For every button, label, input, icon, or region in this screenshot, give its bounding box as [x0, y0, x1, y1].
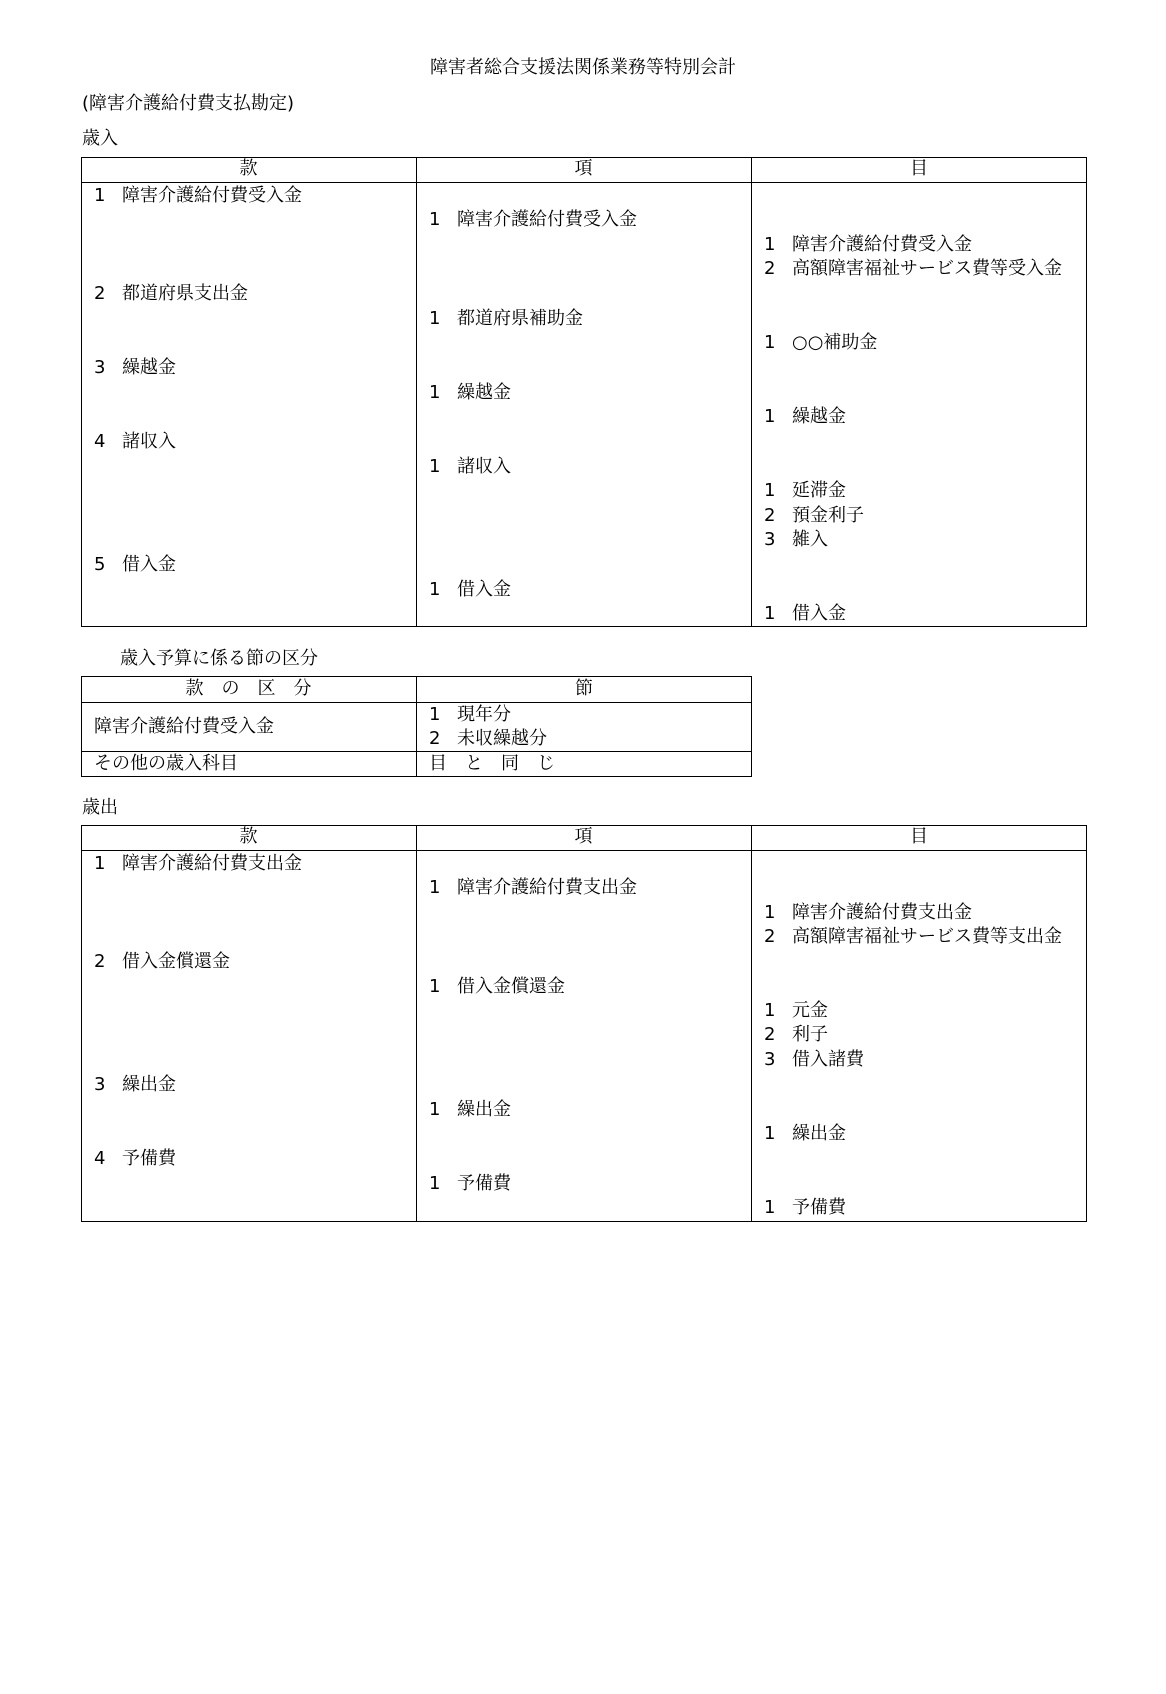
row-number: 1 [764, 603, 776, 624]
revenue-row [94, 187, 302, 205]
row-number: 1 [429, 1173, 441, 1194]
revenue-row [429, 211, 637, 229]
row-text: 予備費 [792, 1197, 846, 1218]
row-text: 高額障害福祉サービス費等支出金 [792, 926, 1062, 947]
row-number: 1 [764, 1000, 776, 1021]
expenditure-row [764, 1125, 846, 1143]
row-text: 繰出金 [122, 1074, 176, 1095]
expenditure-row [764, 904, 972, 922]
row-text: 諸収入 [457, 456, 511, 477]
row-number: 1 [429, 456, 441, 477]
row-number: 1 [764, 1123, 776, 1144]
row-number: 3 [764, 529, 776, 550]
row-number: 5 [94, 554, 106, 575]
revenue-label: 歳入 [82, 128, 118, 149]
row-number: 1 [429, 877, 441, 898]
revenue-row [429, 384, 511, 402]
row-number: 1 [764, 234, 776, 255]
row-text: 繰越金 [457, 382, 511, 403]
row-number: 1 [764, 1197, 776, 1218]
row-number: 1 [429, 704, 441, 725]
revenue-column-divider [416, 157, 417, 627]
expenditure-label: 歳出 [82, 797, 118, 818]
expenditure-row [94, 953, 230, 971]
row-number: 3 [94, 357, 106, 378]
revenue-row [764, 482, 846, 500]
row-text: 繰越金 [792, 406, 846, 427]
row-text: 障害介護給付費受入金 [792, 234, 972, 255]
row-text: 借入金 [457, 579, 511, 600]
row-number: 4 [94, 431, 106, 452]
section-row1-category: 障害介護給付費受入金 [94, 716, 274, 737]
expenditure-row [429, 978, 565, 996]
row-number: 2 [764, 1024, 776, 1045]
document-subtitle: (障害介護給付費支払勘定) [82, 93, 295, 114]
row-text: 高額障害福祉サービス費等受入金 [792, 258, 1062, 279]
expenditure-header-kou: 項 [574, 826, 593, 847]
row-text: 予備費 [122, 1148, 176, 1169]
expenditure-row [429, 1175, 511, 1193]
row-number: 1 [764, 332, 776, 353]
revenue-row [764, 260, 1062, 278]
section-row1-item [429, 706, 511, 724]
revenue-row [94, 285, 248, 303]
expenditure-row [94, 1076, 176, 1094]
expenditure-row [764, 1026, 828, 1044]
row-text: 障害介護給付費受入金 [457, 209, 637, 230]
row-text: ○○補助金 [792, 332, 878, 353]
row-text: 利子 [792, 1024, 828, 1045]
row-text: 借入金 [792, 603, 846, 624]
row-number: 1 [764, 480, 776, 501]
row-text: 繰越金 [122, 357, 176, 378]
revenue-row [94, 556, 176, 574]
row-text: 元金 [792, 1000, 828, 1021]
revenue-row [429, 458, 511, 476]
row-text: 借入諸費 [792, 1049, 864, 1070]
expenditure-column-divider [416, 825, 417, 1222]
document-title: 障害者総合支援法関係業務等特別会計 [430, 57, 736, 78]
row-text: 借入金 [122, 554, 176, 575]
row-number: 1 [429, 976, 441, 997]
row-number: 1 [429, 209, 441, 230]
expenditure-row [94, 1150, 176, 1168]
row-number: 1 [429, 579, 441, 600]
section-header-category: 款 の 区 分 [185, 678, 312, 699]
revenue-row [94, 359, 176, 377]
revenue-column-divider [751, 157, 752, 627]
section-row1-item [429, 730, 547, 748]
expenditure-row [764, 1051, 864, 1069]
row-text: 借入金償還金 [122, 951, 230, 972]
row-number: 2 [429, 728, 441, 749]
row-number: 1 [94, 853, 106, 874]
row-text: 都道府県補助金 [457, 308, 583, 329]
row-text: 都道府県支出金 [122, 283, 248, 304]
row-number: 2 [764, 505, 776, 526]
row-text: 諸収入 [122, 431, 176, 452]
expenditure-header-kan: 款 [239, 826, 258, 847]
revenue-row [764, 507, 864, 525]
revenue-row [429, 310, 583, 328]
expenditure-row [94, 855, 302, 873]
row-number: 3 [94, 1074, 106, 1095]
expenditure-row [429, 1101, 511, 1119]
section-header-setsu: 節 [575, 678, 593, 699]
revenue-row [429, 581, 511, 599]
expenditure-header-moku: 目 [910, 826, 928, 847]
revenue-header-kan: 款 [239, 158, 258, 179]
revenue-row [764, 408, 846, 426]
row-text: 預金利子 [792, 505, 864, 526]
revenue-header-kou: 項 [574, 158, 593, 179]
row-text: 障害介護給付費受入金 [122, 185, 302, 206]
revenue-row [94, 433, 176, 451]
row-number: 1 [429, 382, 441, 403]
expenditure-row [429, 879, 637, 897]
row-text: 現年分 [457, 704, 511, 725]
row-number: 1 [94, 185, 106, 206]
row-number: 1 [764, 902, 776, 923]
row-number: 4 [94, 1148, 106, 1169]
row-number: 2 [764, 926, 776, 947]
row-text: 障害介護給付費支出金 [792, 902, 972, 923]
row-text: 予備費 [457, 1173, 511, 1194]
row-number: 2 [764, 258, 776, 279]
section-row2-category: その他の歳入科目 [94, 753, 238, 774]
section-table-label: 歳入予算に係る節の区分 [120, 648, 318, 669]
revenue-row [764, 236, 972, 254]
row-number: 2 [94, 283, 106, 304]
expenditure-row [764, 1002, 828, 1020]
row-number: 2 [94, 951, 106, 972]
revenue-header-moku: 目 [910, 158, 928, 179]
row-text: 繰出金 [457, 1099, 511, 1120]
row-number: 1 [429, 1099, 441, 1120]
revenue-row [764, 334, 877, 352]
expenditure-row [764, 928, 1062, 946]
expenditure-header-divider [81, 850, 1087, 851]
row-number: 3 [764, 1049, 776, 1070]
row-text: 雑入 [792, 529, 828, 550]
row-text: 延滞金 [792, 480, 846, 501]
revenue-header-divider [81, 182, 1087, 183]
row-number: 1 [429, 308, 441, 329]
row-text: 繰出金 [792, 1123, 846, 1144]
expenditure-row [764, 1199, 846, 1217]
revenue-row [764, 531, 828, 549]
expenditure-column-divider [751, 825, 752, 1222]
row-text: 未収繰越分 [457, 728, 547, 749]
section-row2-value: 目 と 同 じ [429, 753, 555, 774]
row-text: 借入金償還金 [457, 976, 565, 997]
row-text: 障害介護給付費支出金 [122, 853, 302, 874]
revenue-row [764, 605, 846, 623]
row-text: 障害介護給付費支出金 [457, 877, 637, 898]
row-number: 1 [764, 406, 776, 427]
